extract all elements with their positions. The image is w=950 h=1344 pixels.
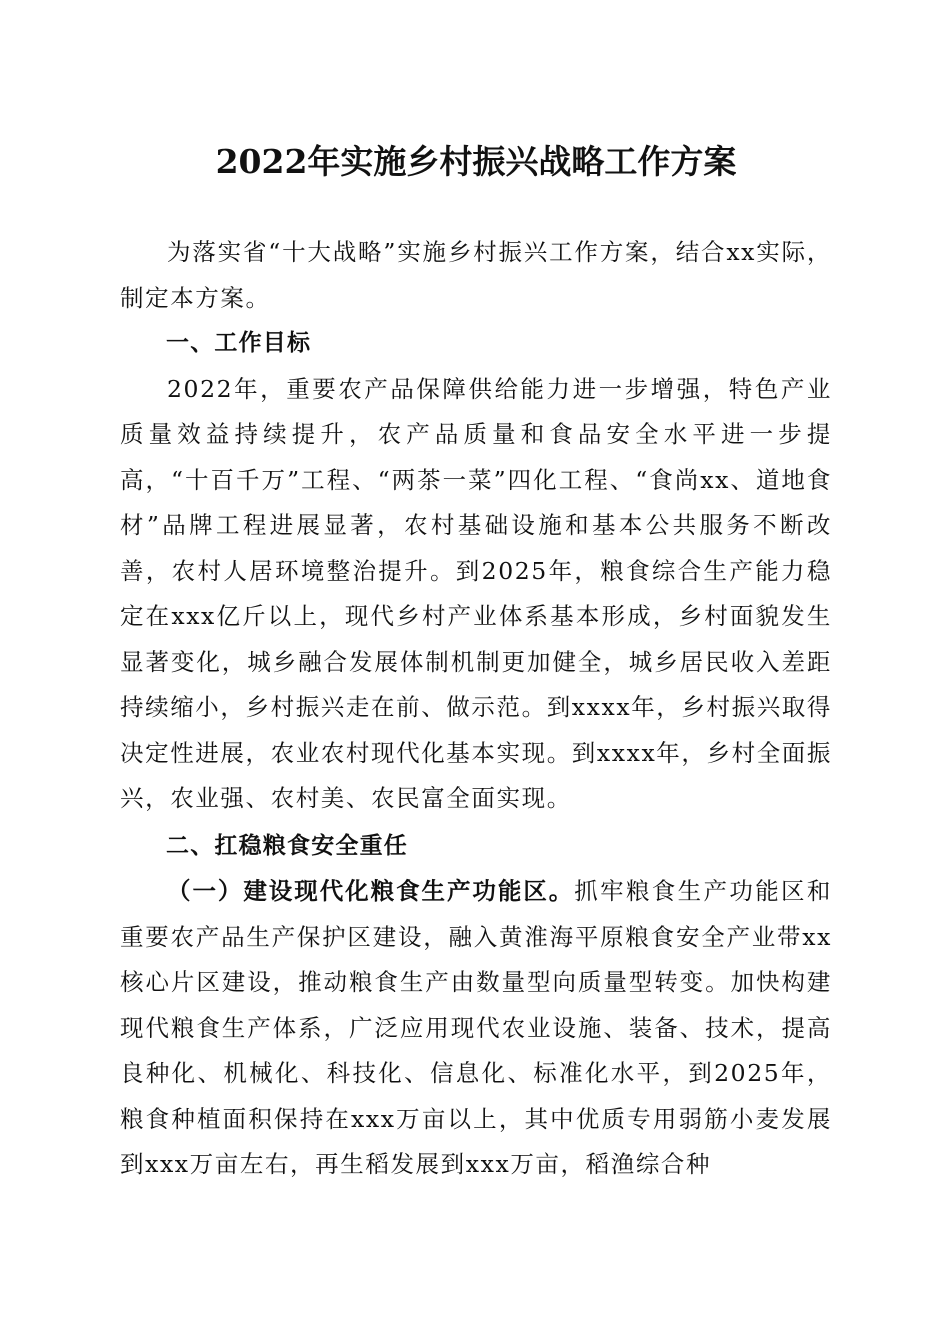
food-zone-lead: （一）建设现代化粮食生产功能区。 (167, 877, 575, 905)
section-heading-food-security: 二、扛稳粮食安全重任 (166, 832, 408, 859)
food-zone-body: 抓牢粮食生产功能区和重要农产品生产保护区建设，融入黄淮海平原粮食安全产业带xx核心片区建设，推动粮食生产由数量型向质量型转变。加快构建现代粮食生产体系，广泛应用现代农业设施、装备、技术，提高良种化、机械化、科技化、信息化、标准化水平，到2025年，粮食种植面积保持在xxx万亩以上，其中优质专用弱筋小麦发展到xxx万亩左右，再生稻发展到xxx万亩，稻渔综合种 (120, 877, 833, 1178)
goals-paragraph: 2022年，重要农产品保障供给能力进一步增强，特色产业质量效益持续提升，农产品质量和食品安全水平进一步提高，“十百千万”工程、“两茶一菜”四化工程、“食尚xx、道地食材”品牌工程进展显著，农村基础设施和基本公共服务不断改善，农村人居环境整治提升。到2025年，粮食综合生产能力稳定在xxx亿斤以上，现代乡村产业体系基本形成，乡村面貌发生显著变化，城乡融合发展体制机制更加健全，城乡居民收入差距持续缩小，乡村振兴走在前、做示范。到xxxx年，乡村振兴取得决定性进展，农业农村现代化基本实现。到xxxx年，乡村全面振兴，农业强、农村美、农民富全面实现。 (120, 374, 833, 812)
page-title: 2022年实施乡村振兴战略工作方案 (215, 142, 737, 181)
food-zone-paragraph (120, 869, 832, 1188)
intro-paragraph: 为落实省“十大战略”实施乡村振兴工作方案，结合xx实际，制定本方案。 (120, 238, 832, 312)
section-heading-goals: 一、工作目标 (166, 330, 312, 356)
